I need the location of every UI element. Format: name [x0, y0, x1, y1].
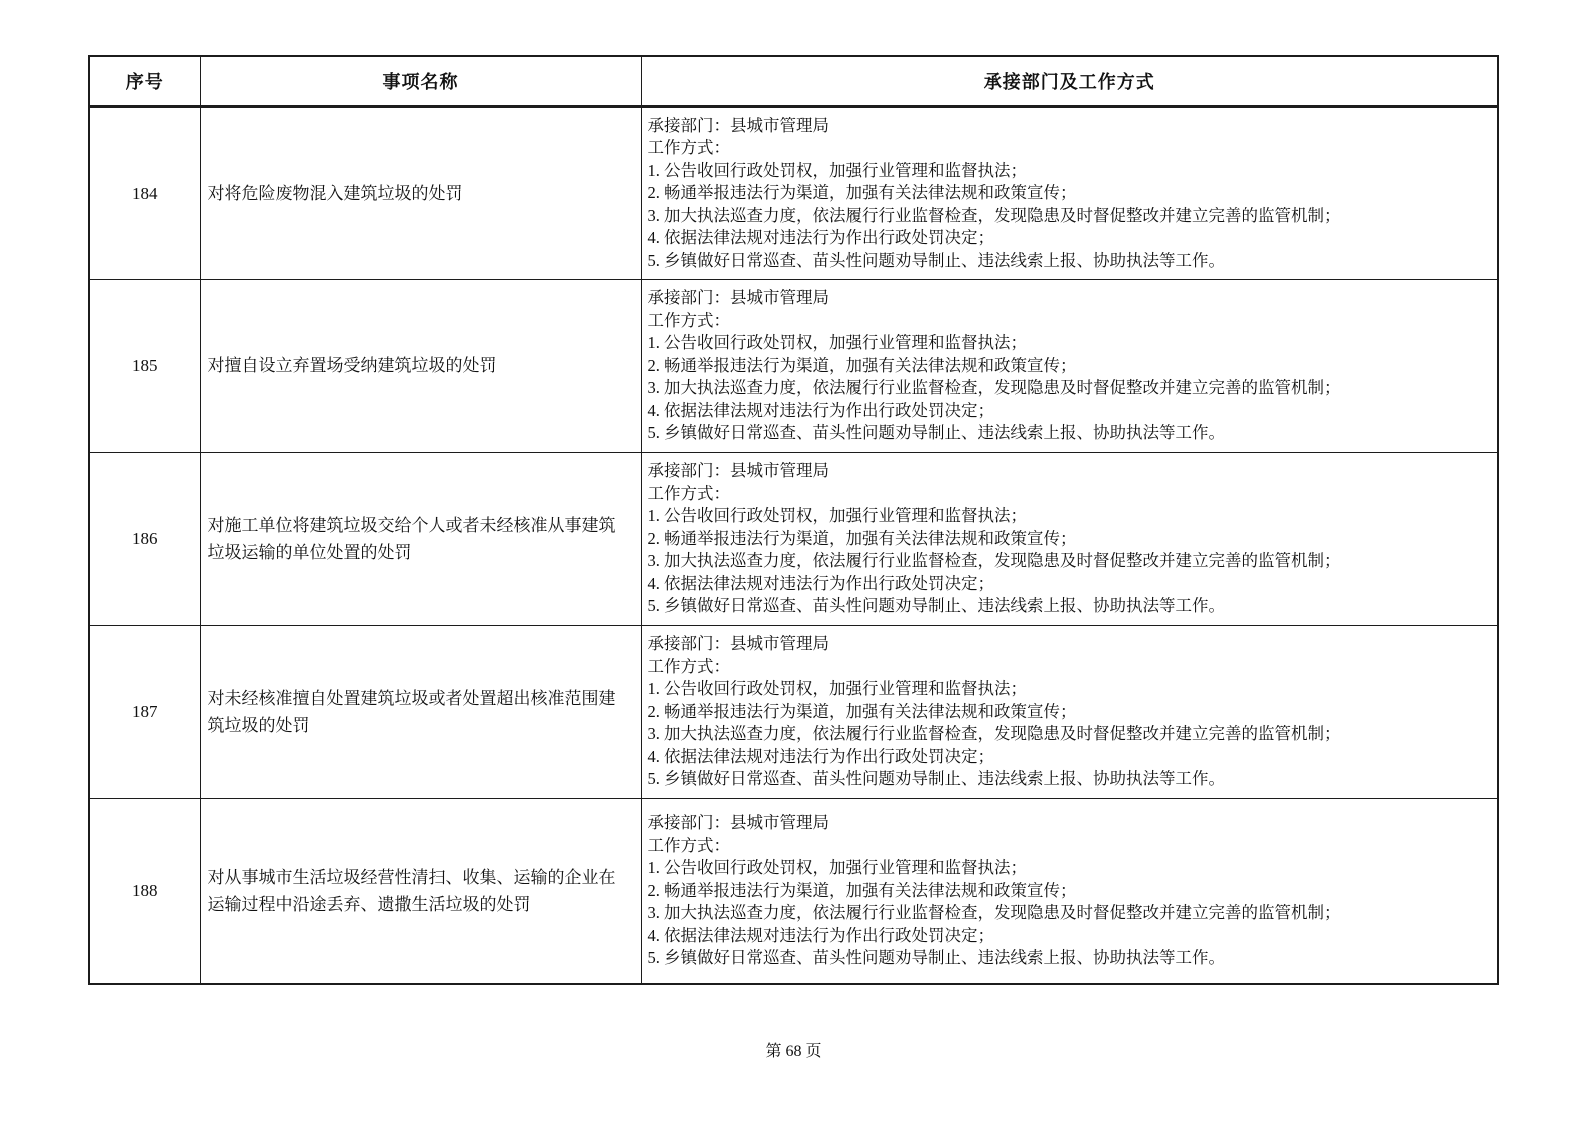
- method-line-1: 1. 公告收回行政处罚权，加强行业管理和监督执法；: [647, 506, 1027, 526]
- table-row: [89, 626, 1498, 799]
- method-line-3: 3. 加大执法巡查力度，依法履行行业监督检查，发现隐患及时督促整改并建立完善的监管机制；: [647, 724, 1341, 744]
- row-item-name: 对擅自设立弃置场受纳建筑垃圾的处罚: [200, 280, 641, 453]
- table-row: [89, 107, 1498, 280]
- department-line: 承接部门：县城市管理局: [647, 813, 829, 832]
- method-line-1: 1. 公告收回行政处罚权，加强行业管理和监督执法；: [647, 160, 1027, 180]
- header-row: [89, 56, 1498, 107]
- method-line-2: 2. 畅通举报违法行为渠道，加强有关法律法规和政策宣传；: [647, 528, 1077, 548]
- row-department-method-cell: [641, 453, 1498, 626]
- row-department-method-cell: [641, 107, 1498, 280]
- method-label-line: 工作方式：: [647, 483, 730, 503]
- method-line-2: 2. 畅通举报违法行为渠道，加强有关法律法规和政策宣传；: [647, 701, 1077, 721]
- method-line-3: 3. 加大执法巡查力度，依法履行行业监督检查，发现隐患及时督促整改并建立完善的监管机制；: [647, 378, 1341, 398]
- row-serial-number: 188: [89, 799, 200, 984]
- table-row: [89, 453, 1498, 626]
- method-line-2: 2. 畅通举报违法行为渠道，加强有关法律法规和政策宣传；: [647, 183, 1077, 203]
- method-line-4: 4. 依据法律法规对违法行为作出行政处罚决定；: [647, 746, 994, 766]
- method-line-3: 3. 加大执法巡查力度，依法履行行业监督检查，发现隐患及时督促整改并建立完善的监管机制；: [647, 551, 1341, 571]
- department-line: 承接部门：县城市管理局: [647, 115, 829, 135]
- row-item-name: 对将危险废物混入建筑垃圾的处罚: [200, 107, 641, 280]
- method-line-5: 5. 乡镇做好日常巡查、苗头性问题劝导制止、违法线索上报、协助执法等工作。: [647, 423, 1225, 443]
- header-item-name: 事项名称: [200, 56, 641, 107]
- header-department-method: 承接部门及工作方式: [641, 56, 1498, 107]
- header-serial-number: 序号: [89, 56, 200, 107]
- row-department-method-cell: [641, 626, 1498, 799]
- method-line-3: 3. 加大执法巡查力度，依法履行行业监督检查，发现隐患及时督促整改并建立完善的监管机制；: [647, 903, 1341, 922]
- method-line-5: 5. 乡镇做好日常巡查、苗头性问题劝导制止、违法线索上报、协助执法等工作。: [647, 250, 1225, 270]
- department-line: 承接部门：县城市管理局: [647, 288, 829, 308]
- department-line: 承接部门：县城市管理局: [647, 461, 829, 481]
- method-line-4: 4. 依据法律法规对违法行为作出行政处罚决定；: [647, 925, 994, 945]
- department-line: 承接部门：县城市管理局: [647, 634, 829, 654]
- method-label-line: 工作方式：: [647, 310, 730, 330]
- table-row: [89, 799, 1498, 984]
- method-label-line: 工作方式：: [647, 656, 730, 676]
- row-item-name: 对未经核准擅自处置建筑垃圾或者处置超出核准范围建筑垃圾的处罚: [200, 626, 641, 799]
- method-line-5: 5. 乡镇做好日常巡查、苗头性问题劝导制止、违法线索上报、协助执法等工作。: [647, 769, 1225, 789]
- row-serial-number: 185: [89, 280, 200, 453]
- page-number: 第 68 页: [765, 1043, 822, 1060]
- row-item-name: 对施工单位将建筑垃圾交给个人或者未经核准从事建筑垃圾运输的单位处置的处罚: [200, 453, 641, 626]
- method-line-4: 4. 依据法律法规对违法行为作出行政处罚决定；: [647, 400, 994, 420]
- table-body: [89, 107, 1498, 984]
- method-line-5: 5. 乡镇做好日常巡查、苗头性问题劝导制止、违法线索上报、协助执法等工作。: [647, 948, 1225, 967]
- row-department-method-cell: [641, 799, 1498, 984]
- method-label-line: 工作方式：: [647, 835, 730, 855]
- method-line-4: 4. 依据法律法规对违法行为作出行政处罚决定；: [647, 228, 994, 248]
- method-line-4: 4. 依据法律法规对违法行为作出行政处罚决定；: [647, 573, 994, 593]
- method-line-2: 2. 畅通举报违法行为渠道，加强有关法律法规和政策宣传；: [647, 880, 1077, 900]
- method-line-1: 1. 公告收回行政处罚权，加强行业管理和监督执法；: [647, 679, 1027, 699]
- method-line-3: 3. 加大执法巡查力度，依法履行行业监督检查，发现隐患及时督促整改并建立完善的监管机制；: [647, 205, 1341, 225]
- method-line-1: 1. 公告收回行政处罚权，加强行业管理和监督执法；: [647, 333, 1027, 353]
- table-row: [89, 280, 1498, 453]
- row-serial-number: 187: [89, 626, 200, 799]
- row-serial-number: 186: [89, 453, 200, 626]
- items-table: [88, 55, 1499, 985]
- row-item-name: 对从事城市生活垃圾经营性清扫、收集、运输的企业在运输过程中沿途丢弃、遗撒生活垃圾的处罚: [200, 799, 641, 984]
- method-line-2: 2. 畅通举报违法行为渠道，加强有关法律法规和政策宣传；: [647, 355, 1077, 375]
- row-serial-number: 184: [89, 107, 200, 280]
- row-department-method-cell: [641, 280, 1498, 453]
- method-line-1: 1. 公告收回行政处罚权，加强行业管理和监督执法；: [647, 858, 1027, 877]
- method-line-5: 5. 乡镇做好日常巡查、苗头性问题劝导制止、违法线索上报、协助执法等工作。: [647, 596, 1225, 616]
- method-label-line: 工作方式：: [647, 138, 730, 158]
